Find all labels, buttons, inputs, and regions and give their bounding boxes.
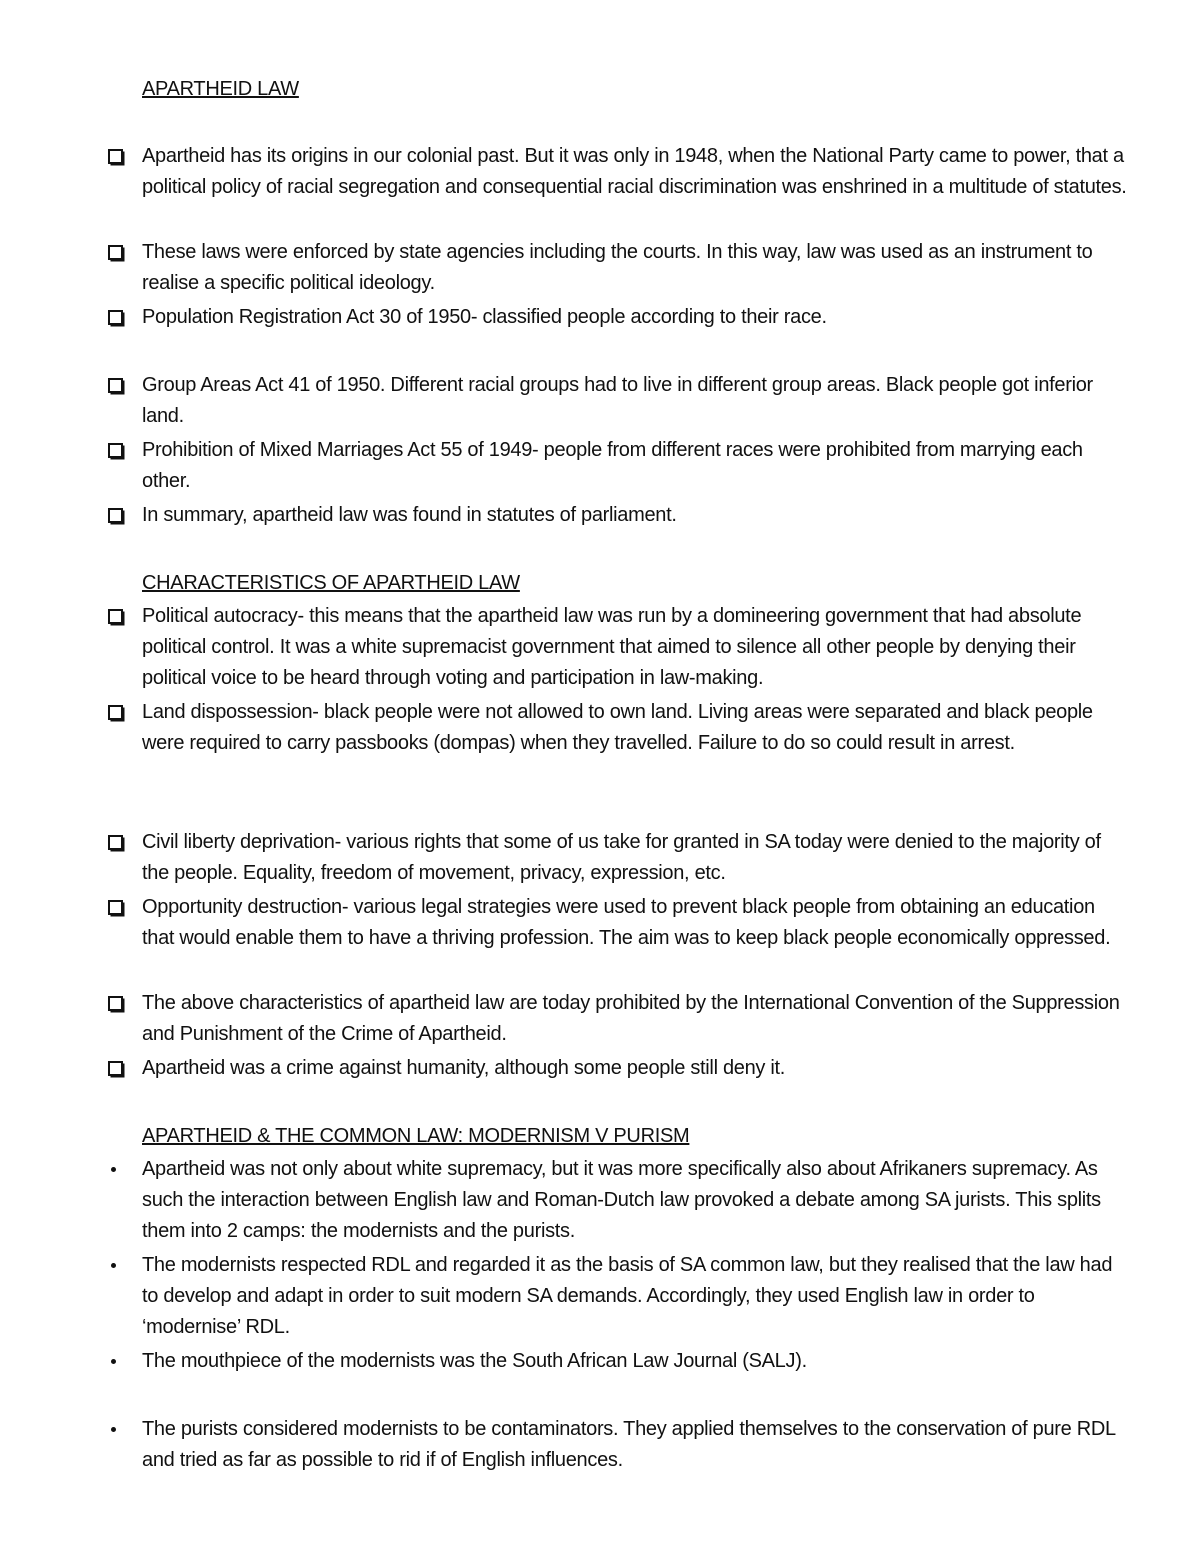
list-item bbox=[142, 827, 1132, 889]
list-item bbox=[142, 1414, 1132, 1476]
list-item-text: These laws were enforced by state agencies including the courts. In this way, law was used as an instrument to realise a specific political ideology. bbox=[142, 241, 1093, 294]
list-item-text: The above characteristics of apartheid law are today prohibited by the International Convention of the Suppression and Punishment of the Crime of Apartheid. bbox=[142, 992, 1120, 1045]
list-item bbox=[142, 1053, 1132, 1084]
list-item bbox=[142, 302, 1132, 333]
checkbox-bullet-icon bbox=[106, 237, 130, 268]
section-heading-modernism-v-purism: APARTHEID & THE COMMON LAW: MODERNISM V PURISM bbox=[142, 1125, 690, 1147]
list-item-text: In summary, apartheid law was found in statutes of parliament. bbox=[142, 504, 677, 526]
list-item-text: Population Registration Act 30 of 1950- classified people according to their race. bbox=[142, 306, 827, 328]
checkbox-bullet-icon bbox=[106, 500, 130, 531]
section-heading-characteristics: CHARACTERISTICS OF APARTHEID LAW bbox=[142, 572, 520, 594]
list-item bbox=[142, 601, 1132, 694]
checkbox-bullet-icon bbox=[106, 302, 130, 333]
list-item-text: The purists considered modernists to be contaminators. They applied themselves to the conservation of pure RDL and tried as far as possible to rid if of English influences. bbox=[142, 1418, 1116, 1471]
list-item-text: The mouthpiece of the modernists was the South African Law Journal (SALJ). bbox=[142, 1350, 807, 1372]
list-item bbox=[142, 141, 1132, 203]
list-item-text: Opportunity destruction- various legal strategies were used to prevent black people from obtaining an education that would enable them to have a thriving profession. The aim was to keep black people economically oppressed. bbox=[142, 896, 1111, 949]
list-item bbox=[142, 1250, 1132, 1343]
list-item bbox=[142, 697, 1132, 759]
checkbox-bullet-icon bbox=[106, 827, 130, 858]
checkbox-bullet-icon bbox=[106, 988, 130, 1019]
checkbox-bullet-icon bbox=[106, 697, 130, 728]
list-item-text: Civil liberty deprivation- various rights that some of us take for granted in SA today were denied to the majority of the people. Equality, freedom of movement, privacy, expression, etc. bbox=[142, 831, 1101, 884]
list-item-text: Political autocracy- this means that the apartheid law was run by a domineering government that had absolute political control. It was a white supremacist government that aimed to silence all other people by denying their political voice to be heard through voting and participation in law-making. bbox=[142, 605, 1082, 689]
list-item bbox=[142, 435, 1132, 497]
list-item-text: Land dispossession- black people were not allowed to own land. Living areas were separated and black people were required to carry passbooks (dompas) when they travelled. Failure to do so could result in arrest. bbox=[142, 701, 1093, 754]
checkbox-bullet-icon bbox=[106, 601, 130, 632]
checkbox-bullet-icon bbox=[106, 1053, 130, 1084]
list-item-text: Group Areas Act 41 of 1950. Different racial groups had to live in different group areas. Black people got inferior land. bbox=[142, 374, 1093, 427]
bullet-dot-icon bbox=[106, 1346, 130, 1377]
list-item bbox=[142, 500, 1132, 531]
bullet-dot-icon bbox=[106, 1250, 130, 1281]
list-item-text: Apartheid has its origins in our colonial past. But it was only in 1948, when the National Party came to power, that a political policy of racial segregation and consequential racial discrimination was enshrined in a multitude of statutes. bbox=[142, 145, 1127, 198]
list-item bbox=[142, 1154, 1132, 1247]
section-heading-apartheid-law: APARTHEID LAW bbox=[142, 78, 299, 100]
list-item-text: The modernists respected RDL and regarded it as the basis of SA common law, but they realised that the law had to develop and adapt in order to suit modern SA demands. Accordingly, they used English law in order to ‘modernise’ RDL. bbox=[142, 1254, 1113, 1338]
list-item bbox=[142, 988, 1132, 1050]
checkbox-bullet-icon bbox=[106, 435, 130, 466]
bullet-dot-icon bbox=[106, 1414, 130, 1445]
list-item bbox=[142, 370, 1132, 432]
list-item-text: Apartheid was not only about white supremacy, but it was more specifically also about Afrikaners supremacy. As such the interaction between English law and Roman-Dutch law provoked a debate among SA jurists. This splits them into 2 camps: the modernists and the purists. bbox=[142, 1158, 1101, 1242]
checkbox-bullet-icon bbox=[106, 370, 130, 401]
checkbox-bullet-icon bbox=[106, 141, 130, 172]
list-item bbox=[142, 237, 1132, 299]
list-item bbox=[142, 1346, 1132, 1377]
checkbox-bullet-icon bbox=[106, 892, 130, 923]
list-item bbox=[142, 892, 1132, 954]
list-item-text: Apartheid was a crime against humanity, although some people still deny it. bbox=[142, 1057, 786, 1079]
bullet-dot-icon bbox=[106, 1154, 130, 1185]
list-item-text: Prohibition of Mixed Marriages Act 55 of 1949- people from different races were prohibited from marrying each other. bbox=[142, 439, 1083, 492]
